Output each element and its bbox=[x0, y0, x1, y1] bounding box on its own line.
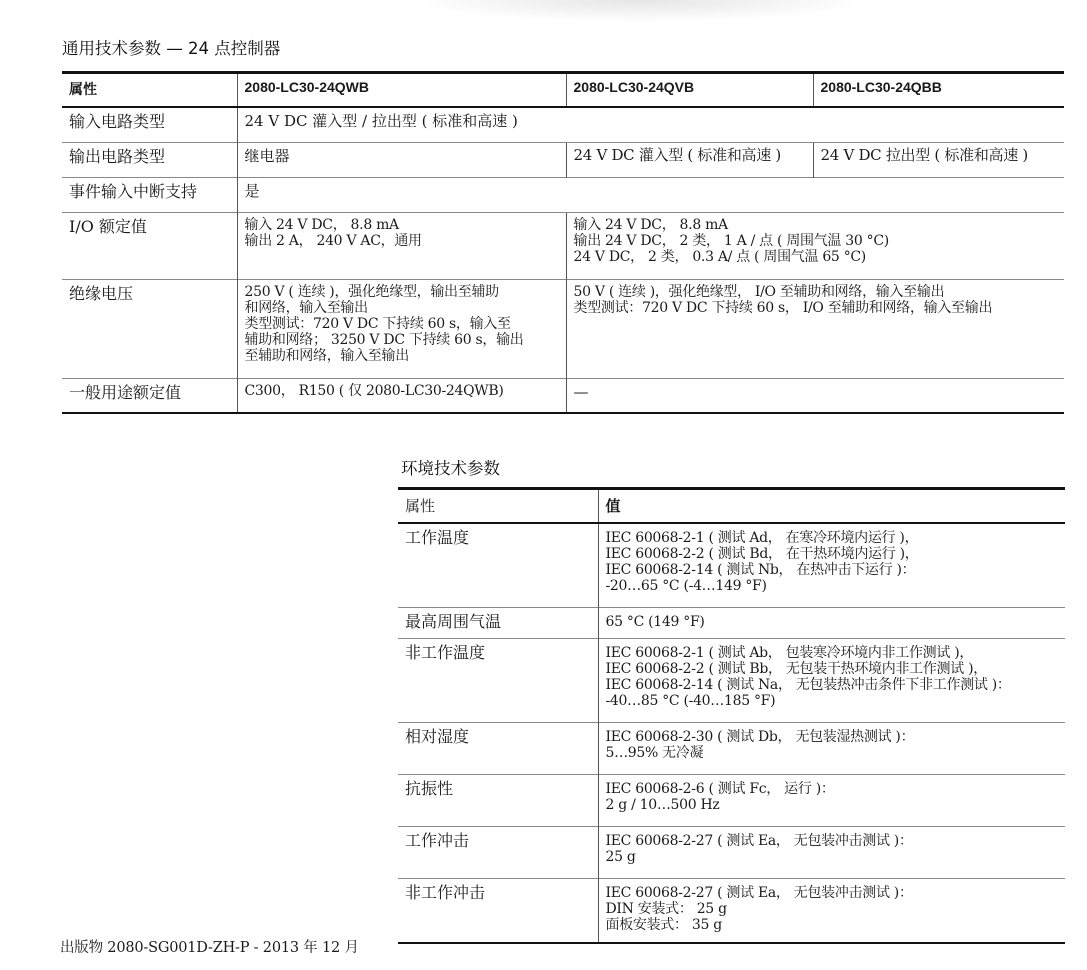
header-qvb: 2080-LC30-24QVB bbox=[566, 73, 813, 108]
row-label: 相对湿度 bbox=[398, 723, 598, 775]
general-purpose-qvb-qbb: — bbox=[566, 379, 1064, 414]
header-qwb: 2080-LC30-24QWB bbox=[237, 73, 566, 108]
output-circuit-qvb: 24 V DC 灌入型 ( 标准和高速 ) bbox=[566, 143, 813, 178]
output-circuit-qwb: 继电器 bbox=[237, 143, 566, 178]
header-attribute: 属性 bbox=[398, 489, 598, 524]
row-label: 输入电路类型 bbox=[62, 107, 237, 143]
table-row bbox=[62, 280, 1064, 379]
environmental-specs-table bbox=[398, 487, 1065, 944]
row-value: IEC 60068-2-27 ( 测试 Ea， 无包装冲击测试 )： DIN 安装式： 25 g 面板安装式： 35 g bbox=[598, 879, 1065, 944]
io-rating-qwb: 输入 24 V DC， 8.8 mA 输出 2 A， 240 V AC，通用 bbox=[237, 213, 566, 280]
table-row bbox=[398, 523, 1065, 608]
row-value: IEC 60068-2-30 ( 测试 Db， 无包装湿热测试 )： 5…95% 无冷凝 bbox=[598, 723, 1065, 775]
row-label: 最高周围气温 bbox=[398, 608, 598, 639]
row-label: 输出电路类型 bbox=[62, 143, 237, 178]
table-row bbox=[62, 178, 1064, 213]
row-value: IEC 60068-2-1 ( 测试 Ab， 包装寒冷环境内非工作测试 )， IEC 60068-2-2 ( 测试 Bb， 无包装干热环境内非工作测试 )， IEC 60068-2-14 ( 测试 Na， 无包装热冲击条件下非工作测试 )： -40…85 °C (-40…185 °F) bbox=[598, 639, 1065, 723]
input-circuit-value: 24 V DC 灌入型 / 拉出型 ( 标准和高速 ) bbox=[237, 107, 1064, 143]
row-value: IEC 60068-2-27 ( 测试 Ea， 无包装冲击测试 )： 25 g bbox=[598, 827, 1065, 879]
event-interrupt-value: 是 bbox=[237, 178, 1064, 213]
header-qbb: 2080-LC30-24QBB bbox=[813, 73, 1064, 108]
row-label: 工作温度 bbox=[398, 523, 598, 608]
general-specs-title: 通用技术参数 — 24 点控制器 bbox=[62, 39, 281, 58]
row-label: 非工作冲击 bbox=[398, 879, 598, 944]
row-label: 绝缘电压 bbox=[62, 280, 237, 379]
row-label: 事件输入中断支持 bbox=[62, 178, 237, 213]
row-label: 工作冲击 bbox=[398, 827, 598, 879]
table-row bbox=[398, 879, 1065, 944]
table-row bbox=[62, 379, 1064, 414]
row-label: 一般用途额定值 bbox=[62, 379, 237, 414]
row-label: 抗振性 bbox=[398, 775, 598, 827]
row-label: 非工作温度 bbox=[398, 639, 598, 723]
row-value: IEC 60068-2-6 ( 测试 Fc， 运行 )： 2 g / 10…500 Hz bbox=[598, 775, 1065, 827]
publication-footer: 出版物 2080-SG001D-ZH-P - 2013 年 12 月 bbox=[60, 940, 359, 956]
table-row bbox=[398, 608, 1065, 639]
row-value: IEC 60068-2-1 ( 测试 Ad， 在寒冷环境内运行 )， IEC 60068-2-2 ( 测试 Bd， 在干热环境内运行 )， IEC 60068-2-14 ( 测试 Nb， 在热冲击下运行 )： -20…65 °C (-4…149 °F) bbox=[598, 523, 1065, 608]
isolation-qwb: 250 V ( 连续 )，强化绝缘型，输出至辅助 和网络，输入至输出 类型测试：720 V DC 下持续 60 s，输入至 辅助和网络； 3250 V DC 下持续 60 s，输出 至辅助和网络，输入至输出 bbox=[237, 280, 566, 379]
io-rating-qvb-qbb: 输入 24 V DC， 8.8 mA 输出 24 V DC， 2 类， 1 A / 点 ( 周围气温 30 °C) 24 V DC， 2 类， 0.3 A/ 点 ( 周围气温 65 °C) bbox=[566, 213, 1064, 280]
general-purpose-qwb: C300， R150 ( 仅 2080-LC30-24QWB) bbox=[237, 379, 566, 414]
table-row bbox=[398, 723, 1065, 775]
table-row bbox=[398, 639, 1065, 723]
general-specs-table bbox=[62, 71, 1064, 414]
row-value: 65 °C (149 °F) bbox=[598, 608, 1065, 639]
table-row bbox=[62, 107, 1064, 143]
table-header-row bbox=[62, 73, 1064, 108]
row-label: I/O 额定值 bbox=[62, 213, 237, 280]
isolation-qvb-qbb: 50 V ( 连续 )，强化绝缘型， I/O 至辅助和网络，输入至输出 类型测试：720 V DC 下持续 60 s， I/O 至辅助和网络，输入至输出 bbox=[566, 280, 1064, 379]
output-circuit-qbb: 24 V DC 拉出型 ( 标准和高速 ) bbox=[813, 143, 1064, 178]
table-header-row bbox=[398, 489, 1065, 524]
table-row bbox=[62, 143, 1064, 178]
top-shadow bbox=[410, 0, 870, 22]
header-attribute: 属性 bbox=[62, 73, 237, 108]
table-row bbox=[398, 827, 1065, 879]
header-value: 值 bbox=[598, 489, 1065, 524]
table-row bbox=[398, 775, 1065, 827]
table-row bbox=[62, 213, 1064, 280]
environmental-specs-title: 环境技术参数 bbox=[401, 459, 500, 478]
